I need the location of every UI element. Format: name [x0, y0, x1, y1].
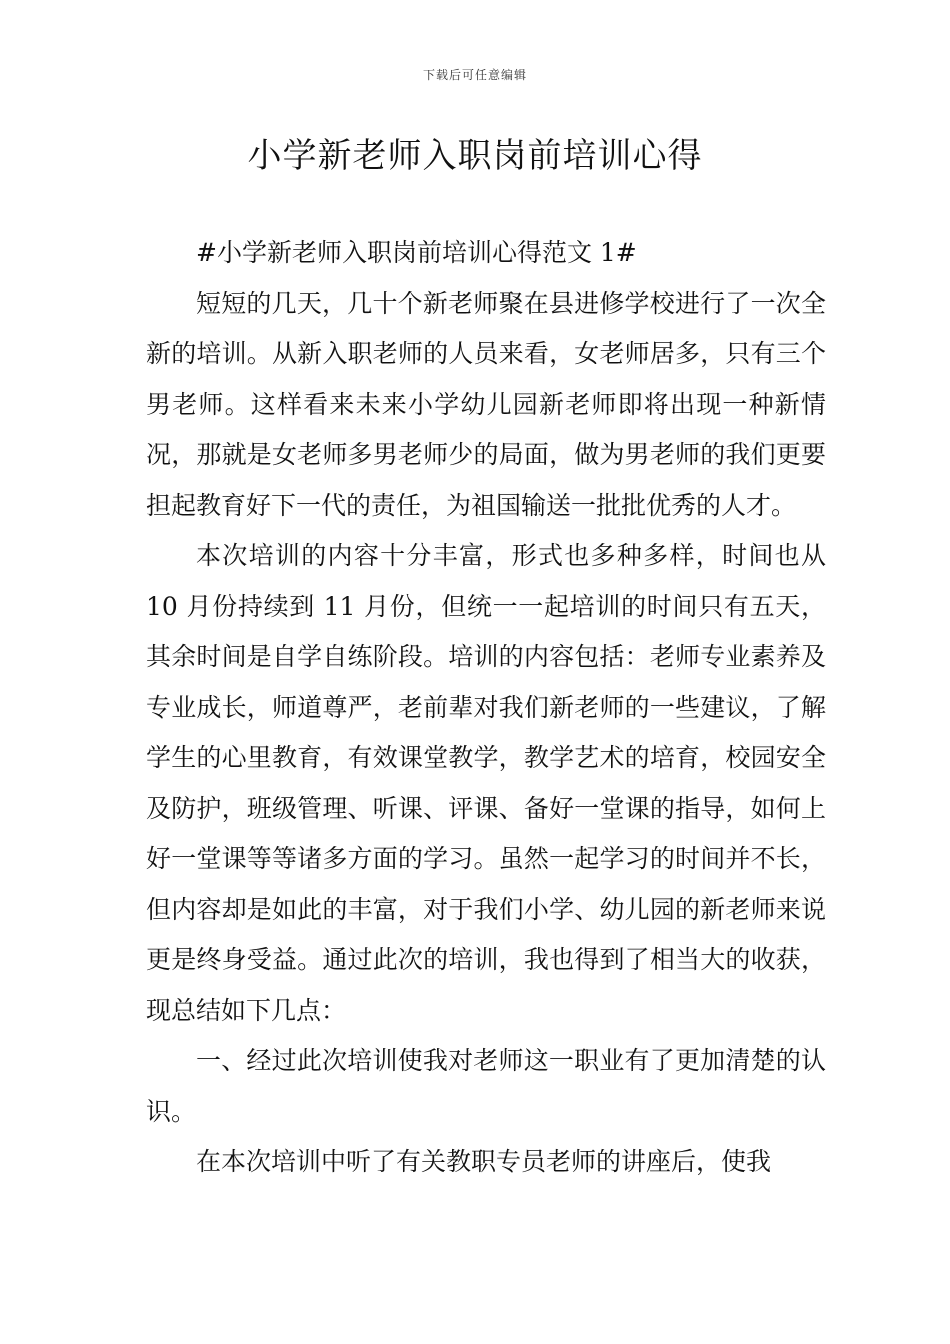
section-subtitle: #小学新老师入职岗前培训心得范文 1# [196, 238, 637, 267]
paragraph-2: 本次培训的内容十分丰富，形式也多种多样，时间也从 10 月份持续到 11 月份，但统一一起培训的时间只有五天，其余时间是自学自练阶段。培训的内容包括：老师专业素养及专业成长，师道尊严，老前辈对我们新老师的一些建议，了解学生的心里教育，有效课堂教学，教学艺术的培育，校园安全及防护，班级管理、听课、评课、备好一堂课的指导，如何上好一堂课等等诸多方面的学习。虽然一起学习的时间并不长，但内容却是如此的丰富，对于我们小学、幼儿园的新老师来说更是终身受益。通过此次的培训，我也得到了相当大的收获，现总结如下几点： [146, 541, 826, 1025]
paragraph-4: 在本次培训中听了有关教职专员老师的讲座后，使我 [196, 1147, 772, 1176]
paragraph-1: 短短的几天，几十个新老师聚在县进修学校进行了一次全新的培训。从新入职老师的人员来看，女老师居多，只有三个男老师。这样看来未来小学幼儿园新老师即将出现一种新情况，那就是女老师多男老师少的局面，做为男老师的我们更要担起教育好下一代的责任，为祖国输送一批批优秀的人才。 [146, 288, 826, 520]
paragraph-3: 一、经过此次培训使我对老师这一职业有了更加清楚的认识。 [146, 1046, 826, 1126]
document-body [146, 228, 826, 1188]
header-note: 下载后可任意编辑 [422, 68, 527, 82]
document-title: 小学新老师入职岗前培训心得 [247, 136, 703, 176]
